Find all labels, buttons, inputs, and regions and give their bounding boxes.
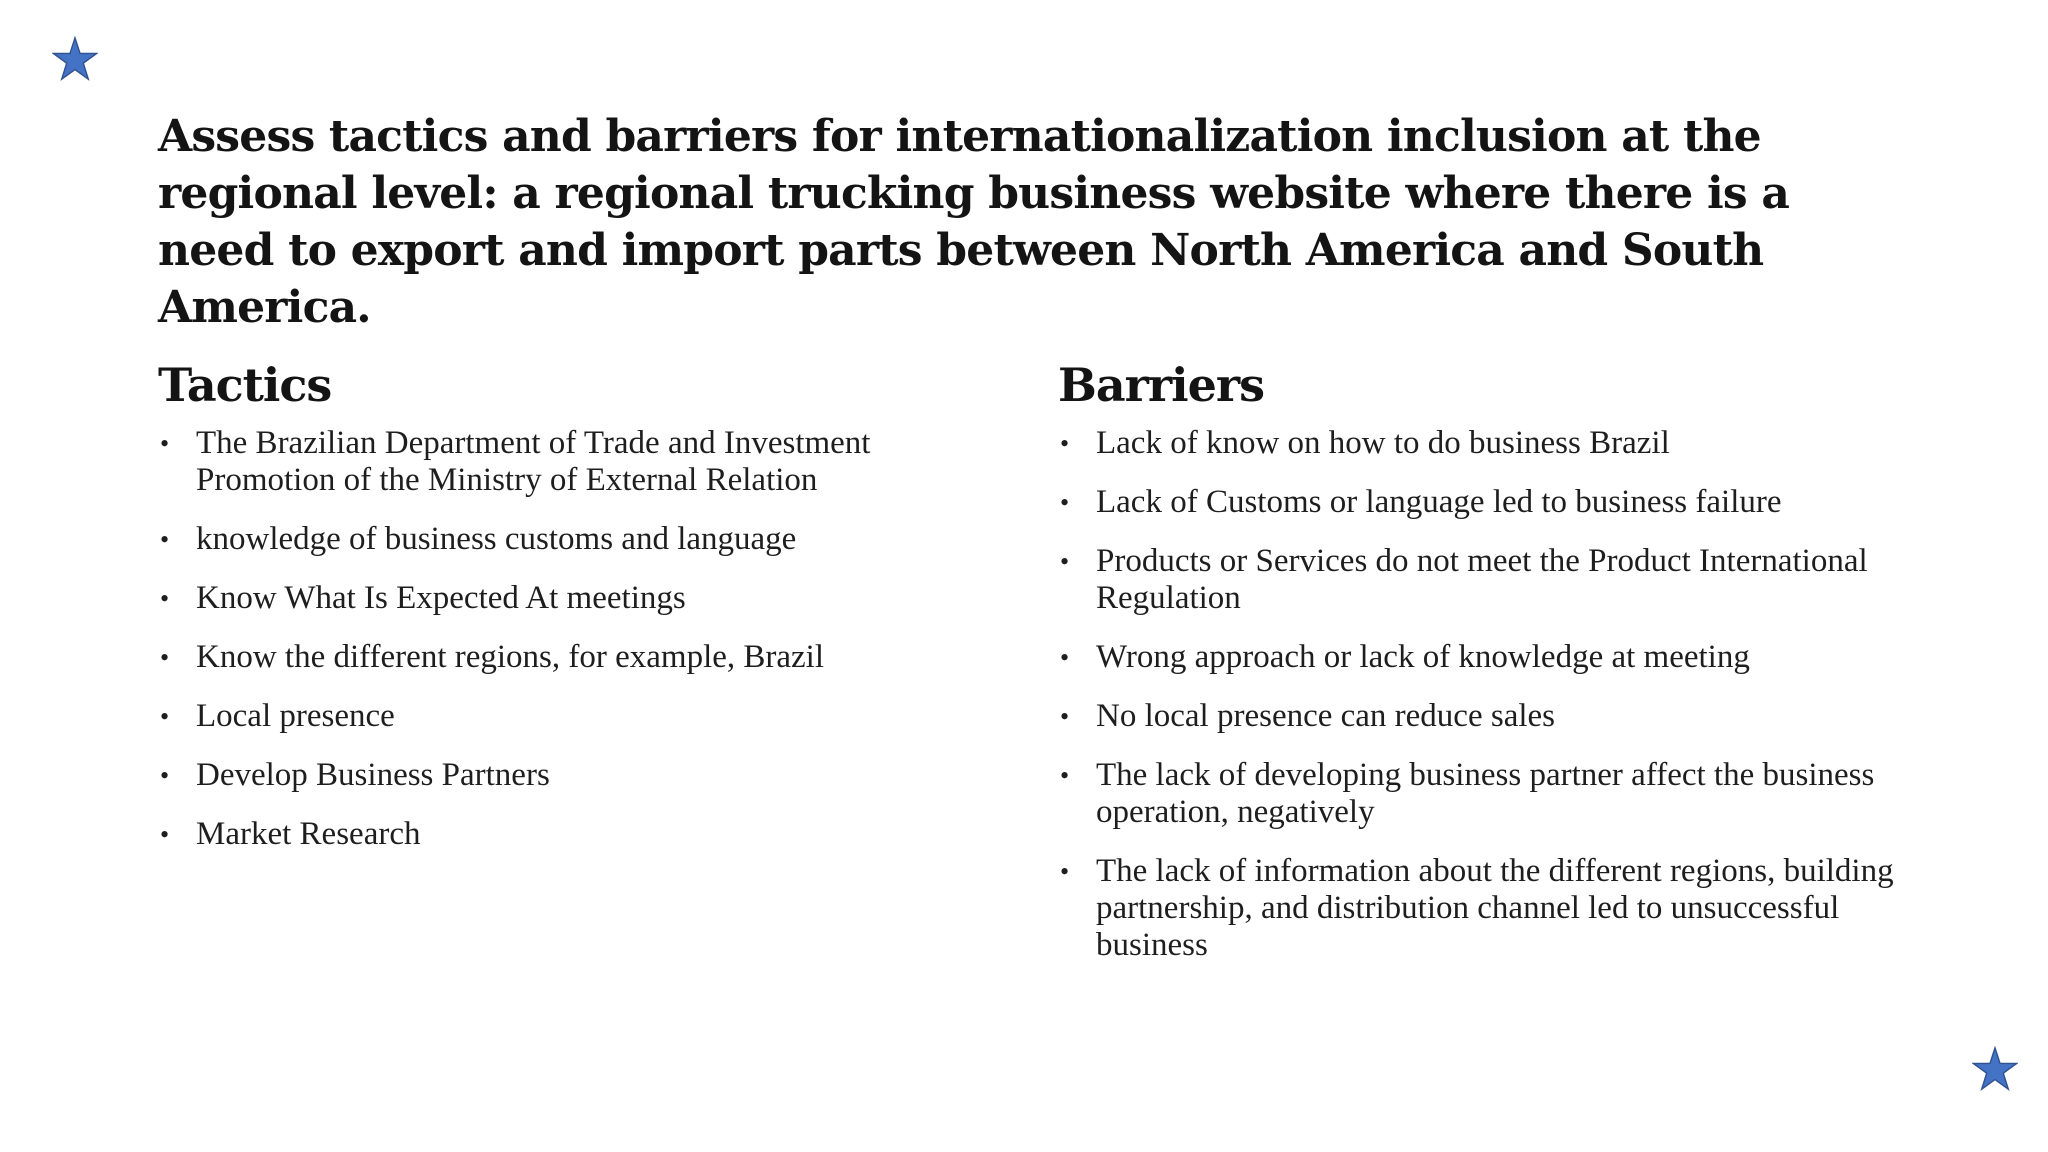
bullet-icon: • [1060,429,1070,458]
list-item: • Lack of Customs or language led to business failure [1060,484,1782,520]
list-item: • The lack of developing business partner affect the business operation, negatively [1060,757,1875,830]
bullet-icon: • [1060,857,1070,886]
tactics-heading: Tactics [158,358,332,412]
list-item: • Market Research [160,816,421,852]
bullet-icon: • [1060,643,1070,672]
bullet-icon: • [1060,702,1070,731]
list-item: • Know the different regions, for example, Brazil [160,639,825,675]
list-item: • The Brazilian Department of Trade and Investment Promotion of the Ministry of External Relation [160,425,871,498]
bullet-icon: • [1060,761,1070,790]
bullet-icon: • [160,702,170,731]
list-item: • Lack of know on how to do business Brazil [1060,425,1670,461]
bullet-icon: • [160,584,170,613]
slide-title: Assess tactics and barriers for internationalization inclusion at the regional level: a regional trucking business website where there is a need to export and import parts between North America and South America. [158,111,1790,333]
list-item: • No local presence can reduce sales [1060,698,1556,734]
tactics-list [158,425,1018,853]
bullet-icon: • [160,525,170,554]
bullet-icon: • [1060,547,1070,576]
barriers-heading: Barriers [1058,358,1265,412]
list-item: • Develop Business Partners [160,757,550,793]
star-icon [52,36,98,82]
list-item: • Local presence [160,698,395,734]
bullet-icon: • [160,820,170,849]
bullet-icon: • [160,761,170,790]
bullet-icon: • [1060,488,1070,517]
barriers-list [1058,425,1938,964]
list-item: • knowledge of business customs and language [160,521,797,557]
barriers-column [1058,355,1938,986]
bullet-icon: • [160,429,170,458]
list-item: • Wrong approach or lack of knowledge at meeting [1060,639,1750,675]
list-item: • Products or Services do not meet the Product International Regulation [1060,543,1868,616]
star-icon [1972,1046,2018,1092]
bullet-icon: • [160,643,170,672]
tactics-column [158,355,1018,875]
list-item: • The lack of information about the different regions, building partnership, and distribution channel led to unsuccessful business [1060,853,1894,963]
list-item: • Know What Is Expected At meetings [160,580,686,616]
